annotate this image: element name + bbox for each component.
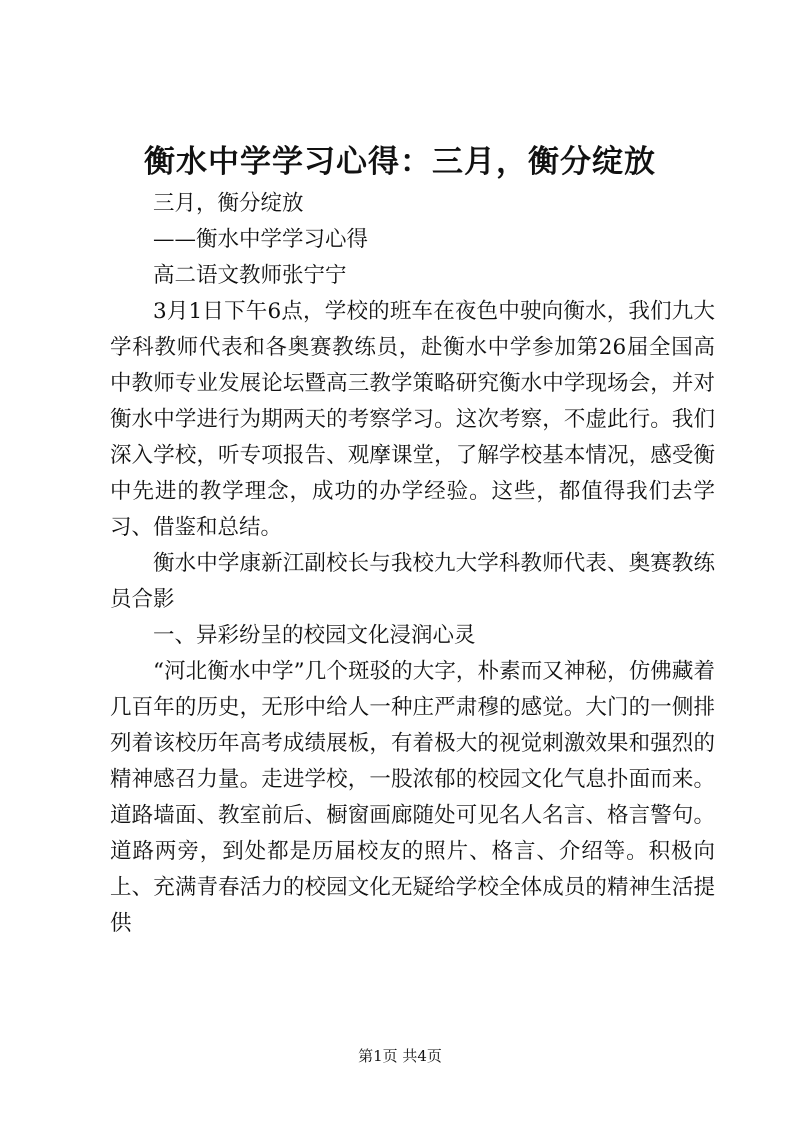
paragraph-subtitle: 三月，衡分绽放 [153, 191, 304, 216]
page-footer: 第1页 共4页 [358, 1047, 442, 1065]
paragraph-campus-culture: “河北衡水中学”几个斑驳的大字，朴素而又神秘，仿佛藏着几百年的历史，无形中给人一种庄严肃穆的感觉。大门的一侧排列着该校历年高考成绩展板，有着极大的视觉刺激效果和强烈的精神感召力量。走进学校，一股浓郁的校园文化气息扑面而来。道路墙面、教室前后、橱窗画廊随处可见名人名言、格言警句。道路两旁，到处都是历届校友的照片、格言、介绍等。积极向上、充满青春活力的校园文化无疑给学校全体成员的精神生活提供 [110, 659, 715, 936]
paragraph-subheading: ——衡水中学学习心得 [153, 227, 369, 252]
paragraph-photo-caption: 衡水中学康新江副校长与我校九大学科教师代表、奥赛教练员合影 [110, 551, 715, 612]
paragraph-intro: 3月1日下午6点，学校的班车在夜色中驶向衡水，我们九大学科教师代表和各奥赛教练员，赴衡水中学参加第26届全国高中教师专业发展论坛暨高三教学策略研究衡水中学现场会，并对衡水中学进行为期两天的考察学习。这次考察，不虚此行。我们深入学校，听专项报告、观摩课堂，了解学校基本情况，感受衡中先进的教学理念，成功的办学经验。这些，都值得我们去学习、借鉴和总结。 [110, 299, 715, 540]
document-body [110, 186, 715, 942]
document-title: 衡水中学学习心得：三月，衡分绽放 [144, 144, 656, 180]
paragraph-author: 高二语文教师张宁宁 [153, 263, 347, 288]
section-heading: 一、异彩纷呈的校园文化浸润心灵 [153, 623, 476, 648]
